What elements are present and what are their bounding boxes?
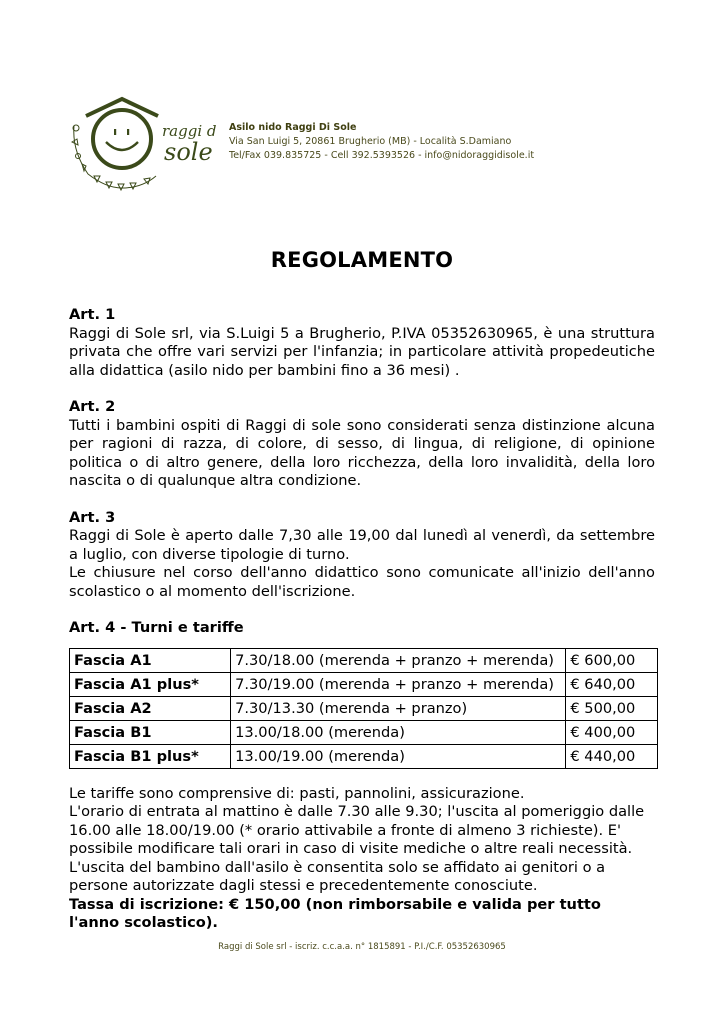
table-row: [70, 720, 658, 744]
table-row: [70, 696, 658, 720]
note-2: L'orario di entrata al mattino è dalle 7.30 alle 9.30; l'uscita al pomeriggio dalle 16.00 alle 18.00/19.00 (* orario attivabile a fronte di almeno 3 richieste). E' possibile modificare tali orari in caso di visite mediche o altre reali necessità.: [69, 803, 645, 857]
article-4-heading: Art. 4 - Turni e tariffe: [69, 619, 244, 636]
svg-text:raggi di: raggi di: [162, 122, 216, 140]
table-row: [70, 648, 658, 672]
document-title: REGOLAMENTO: [270, 248, 454, 272]
note-3: L'uscita del bambino dall'asilo è consentita solo se affidato ai genitori o a persone autorizzate dagli stessi e precedentemente conosciute.: [69, 858, 606, 894]
notes: [69, 785, 655, 933]
document-body: [69, 306, 655, 933]
orario-cell: 7.30/18.00 (merenda + pranzo + merenda): [231, 648, 566, 672]
article-3-text-2: Le chiusure nel corso dell'anno didattico sono comunicate all'inizio dell'anno scolastico o al momento dell'iscrizione.: [69, 564, 655, 600]
article-1: [69, 306, 655, 380]
article-3-text-1: Raggi di Sole è aperto dalle 7,30 alle 19,00 dal lunedì al venerdì, da settembre a luglio, con diverse tipologie di turno.: [69, 527, 655, 563]
fascia-cell: Fascia A1: [70, 648, 231, 672]
article-2-text: Tutti i bambini ospiti di Raggi di sole sono considerati senza distinzione alcuna per ragioni di razza, di colore, di sesso, di lingua, di religione, di opinione politica o di altro genere, della loro ricchezza, della loro invalidità, della loro nascita o di qualunque altra condizione.: [69, 416, 655, 489]
article-3: [69, 509, 655, 602]
header-info: [229, 121, 534, 163]
orario-cell: 7.30/13.30 (merenda + pranzo): [231, 696, 566, 720]
note-1: Le tariffe sono comprensive di: pasti, pannolini, assicurazione.: [69, 784, 525, 802]
orario-cell: 13.00/18.00 (merenda): [231, 720, 566, 744]
article-4: [69, 619, 655, 769]
school-name: Asilo nido Raggi Di Sole: [229, 122, 357, 133]
svg-text:sole: sole: [164, 138, 213, 166]
article-2: [69, 398, 655, 491]
fascia-cell: Fascia B1: [70, 720, 231, 744]
orario-cell: 7.30/19.00 (merenda + pranzo + merenda): [231, 672, 566, 696]
prezzo-cell: € 400,00: [566, 720, 658, 744]
article-1-text: Raggi di Sole srl, via S.Luigi 5 a Brugherio, P.IVA 05352630965, è una struttura privata che offre vari servizi per l'infanzia; in particolare attività propedeutiche alla didattica (asilo nido per bambini fino a 36 mesi) .: [69, 324, 655, 379]
table-row: [70, 744, 658, 768]
prezzo-cell: € 640,00: [566, 672, 658, 696]
school-address: Via San Luigi 5, 20861 Brugherio (MB) - Località S.Damiano: [229, 136, 512, 147]
logo: [66, 96, 216, 196]
prezzo-cell: € 500,00: [566, 696, 658, 720]
fascia-cell: Fascia B1 plus*: [70, 744, 231, 768]
prezzo-cell: € 440,00: [566, 744, 658, 768]
article-1-heading: Art. 1: [69, 306, 116, 323]
sun-house-logo-icon: [66, 96, 216, 196]
article-3-heading: Art. 3: [69, 508, 116, 526]
fascia-cell: Fascia A1 plus*: [70, 672, 231, 696]
table-row: [70, 672, 658, 696]
tariffe-table: [69, 648, 658, 769]
footer: Raggi di Sole srl - iscriz. c.c.a.a. n° 1815891 - P.I./C.F. 05352630965: [218, 942, 506, 952]
orario-cell: 13.00/19.00 (merenda): [231, 744, 566, 768]
prezzo-cell: € 600,00: [566, 648, 658, 672]
fascia-cell: Fascia A2: [70, 696, 231, 720]
article-2-heading: Art. 2: [69, 398, 116, 415]
school-contacts: Tel/Fax 039.835725 - Cell 392.5393526 - info@nidoraggidisole.it: [229, 150, 535, 161]
tax-note: Tassa di iscrizione: € 150,00 (non rimborsabile e valida per tutto l'anno scolastico).: [69, 895, 601, 931]
